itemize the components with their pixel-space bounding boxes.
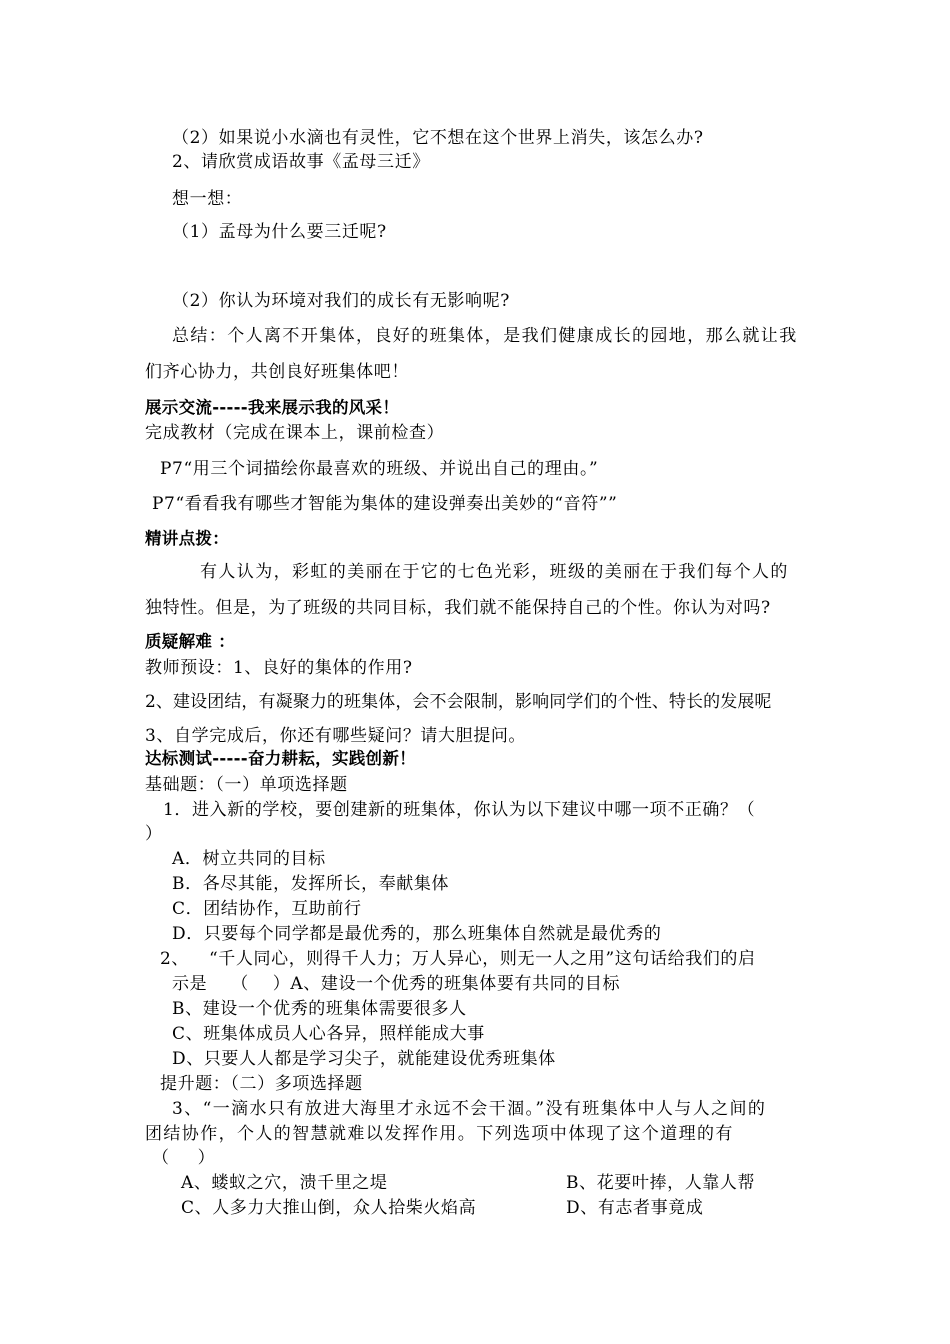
question-line: 示是 （ ）A、建设一个优秀的班集体要有共同的目标 (172, 974, 621, 994)
body-line: 基础题：（一）单项选择题 (145, 775, 348, 795)
option-line: C、人多力大推山倒，众人拾柴火焰高 (181, 1198, 477, 1218)
summary-line: 们齐心协力，共创良好班集体吧！ (145, 362, 409, 382)
section-heading: 达标测试-----奋力耕耘，实践创新！ (145, 749, 416, 768)
question-line: ） (145, 824, 163, 844)
body-line: P7“看看我有哪些才智能为集体的建设弹奏出美妙的“音符”” (152, 494, 618, 514)
question-line: 1．进入新的学校，要创建新的班集体，你认为以下建议中哪一项不正确？（ (163, 800, 756, 820)
option-line: C．团结协作，互助前行 (172, 899, 362, 919)
option-line: D、有志者事竟成 (566, 1198, 704, 1218)
body-line: 有人认为，彩虹的美丽在于它的七色光彩，班级的美丽在于我们每个人的 (200, 562, 789, 582)
question-line: （2）你认为环境对我们的成长有无影响呢? (172, 291, 510, 311)
summary-line: 总结：个人离不开集体，良好的班集体，是我们健康成长的园地，那么就让我 (172, 326, 798, 346)
option-line: C、班集体成员人心各异，照样能成大事 (172, 1024, 485, 1044)
body-line: 3、自学完成后，你还有哪些疑问？请大胆提问。 (145, 726, 527, 746)
section-line: 2、请欣赏成语故事《孟母三迁》 (172, 152, 430, 172)
option-line: B、建设一个优秀的班集体需要很多人 (172, 999, 467, 1019)
option-line: B、花要叶捧，人靠人帮 (566, 1173, 756, 1193)
question-line: 团结协作，个人的智慧就难以发挥作用。下列选项中体现了这个道理的有 (145, 1124, 734, 1144)
question-line: 3、“一滴水只有放进大海里才永远不会干涸。”没有班集体中人与人之间的 (172, 1099, 767, 1119)
question-line: （1）孟母为什么要三迁呢? (172, 222, 387, 242)
question-line: （2）如果说小水滴也有灵性，它不想在这个世界上消失，该怎么办? (172, 128, 704, 148)
prompt-line: 想一想： (172, 189, 243, 209)
option-line: A、蝼蚁之穴，溃千里之堤 (181, 1173, 388, 1193)
body-line: 独特性。但是，为了班级的共同目标，我们就不能保持自己的个性。你认为对吗? (145, 598, 771, 618)
body-line: P7“用三个词描绘你最喜欢的班级、并说出自己的理由。” (160, 459, 599, 479)
body-line: 提升题：（二）多项选择题 (160, 1074, 363, 1094)
question-line: 2、 “千人同心，则得千人力；万人异心，则无一人之用”这句话给我们的启 (160, 949, 756, 969)
section-heading: 精讲点拨： (145, 529, 229, 548)
option-line: A．树立共同的目标 (172, 849, 326, 869)
question-line: （ ） (152, 1148, 216, 1168)
body-line: 2、建设团结，有凝聚力的班集体，会不会限制，影响同学们的个性、特长的发展呢 (145, 692, 772, 712)
option-line: D．只要每个同学都是最优秀的，那么班集体自然就是最优秀的 (172, 924, 662, 944)
body-line: 完成教材（完成在课本上，课前检查） (145, 423, 445, 443)
body-line: 教师预设：1、良好的集体的作用? (145, 658, 413, 678)
section-heading: 展示交流-----我来展示我的风采！ (145, 398, 400, 417)
option-line: B．各尽其能，发挥所长，奉献集体 (172, 874, 450, 894)
option-line: D、只要人人都是学习尖子，就能建设优秀班集体 (172, 1049, 556, 1069)
section-heading: 质疑解难 ： (145, 632, 236, 651)
